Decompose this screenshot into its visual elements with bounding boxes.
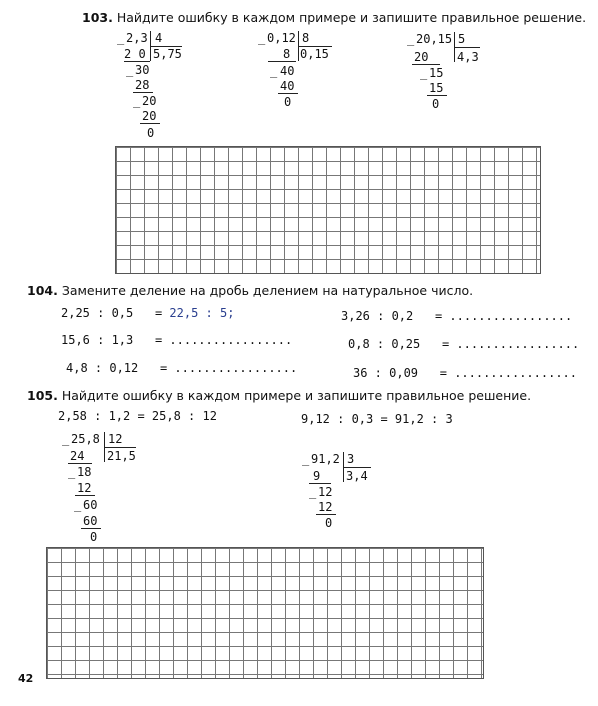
step-row: 8 xyxy=(283,47,291,61)
task-104-row: 0,8 : 0,25 = ................. xyxy=(348,337,580,351)
expression: 2,25 : 0,5 xyxy=(61,306,134,320)
task-103-answer-grid[interactable] xyxy=(115,146,541,274)
filled-answer: 22,5 : 5; xyxy=(169,306,235,320)
step-row: 24 xyxy=(70,449,85,463)
step-row: 0 xyxy=(147,126,155,140)
step-row: 12 xyxy=(318,485,333,499)
quotient: 21,5 xyxy=(107,449,136,463)
dividend: 2,3 xyxy=(126,31,148,45)
step-row: 9 xyxy=(313,469,321,483)
step-row: 40 xyxy=(280,64,295,78)
task-103-heading xyxy=(82,10,586,25)
step-row: 20 xyxy=(414,50,429,64)
task-104-instruction: Замените деление на дробь делением на натуральное число. xyxy=(61,283,474,298)
divisor: 12 xyxy=(108,432,123,446)
answer-blank[interactable]: ................. xyxy=(454,366,578,380)
step-row: 40 xyxy=(280,79,295,93)
expression: 36 : 0,09 xyxy=(353,366,419,380)
step-row: 15 xyxy=(429,81,444,95)
task-104-row: 36 : 0,09 = ................. xyxy=(353,366,578,380)
step-row: 0 xyxy=(284,95,292,109)
expression: 0,8 : 0,25 xyxy=(348,337,421,351)
task-104-row: 2,25 : 0,5 = 22,5 : 5; xyxy=(61,306,235,320)
expression: 15,6 : 1,3 xyxy=(61,333,134,347)
task-104-number: 104. xyxy=(27,283,58,298)
expression: 3,26 : 0,2 xyxy=(341,309,414,323)
answer-blank[interactable]: ................. xyxy=(174,361,298,375)
step-row: 0 xyxy=(432,97,440,111)
task-103-number: 103. xyxy=(82,10,113,25)
step-row: 12 xyxy=(318,500,333,514)
task-104-row: 3,26 : 0,2 = ................. xyxy=(341,309,573,323)
divisor: 3 xyxy=(347,452,355,466)
step-row: 18 xyxy=(77,465,92,479)
step-row: 30 xyxy=(135,63,150,77)
task-105-heading xyxy=(27,388,531,403)
task-104-row: 15,6 : 1,3 = ................. xyxy=(61,333,293,347)
page-number: 42 xyxy=(18,672,34,685)
task-104-heading xyxy=(27,283,473,298)
step-row: 60 xyxy=(83,514,98,528)
dividend: 20,15 xyxy=(416,32,453,46)
quotient: 3,4 xyxy=(346,469,368,483)
answer-blank[interactable]: ................. xyxy=(169,333,293,347)
quotient: 0,15 xyxy=(300,47,329,61)
task-105-number: 105. xyxy=(27,388,58,403)
answer-blank[interactable]: ................. xyxy=(456,337,580,351)
task-105-answer-grid[interactable] xyxy=(46,547,484,679)
divisor: 5 xyxy=(458,32,466,46)
task-105-equation-1: 2,58 : 1,2 = 25,8 : 12 xyxy=(58,409,217,423)
step-row: 12 xyxy=(77,481,92,495)
divisor: 8 xyxy=(302,31,310,45)
task-103-instruction: Найдите ошибку в каждом примере и запишите правильное решение. xyxy=(116,10,587,25)
dividend: 25,8 xyxy=(71,432,100,446)
quotient: 5,75 xyxy=(153,47,182,61)
step-row: 20 xyxy=(142,109,157,123)
answer-blank[interactable]: ................. xyxy=(449,309,573,323)
quotient: 4,3 xyxy=(457,50,479,64)
dividend: 0,12 xyxy=(267,31,296,45)
step-row: 60 xyxy=(83,498,98,512)
step-row: 0 xyxy=(90,530,98,544)
task-105-instruction: Найдите ошибку в каждом примере и запишите правильное решение. xyxy=(61,388,532,403)
divisor: 4 xyxy=(155,31,163,45)
step-row: 20 xyxy=(142,94,157,108)
dividend: 91,2 xyxy=(311,452,340,466)
step-row: 28 xyxy=(135,78,150,92)
step-row: 0 xyxy=(325,516,333,530)
task-105-equation-2: 9,12 : 0,3 = 91,2 : 3 xyxy=(301,412,453,426)
expression: 4,8 : 0,12 xyxy=(66,361,139,375)
step-row: 15 xyxy=(429,66,444,80)
step-row: 2 0 xyxy=(124,47,146,61)
task-104-row: 4,8 : 0,12 = ................. xyxy=(66,361,298,375)
